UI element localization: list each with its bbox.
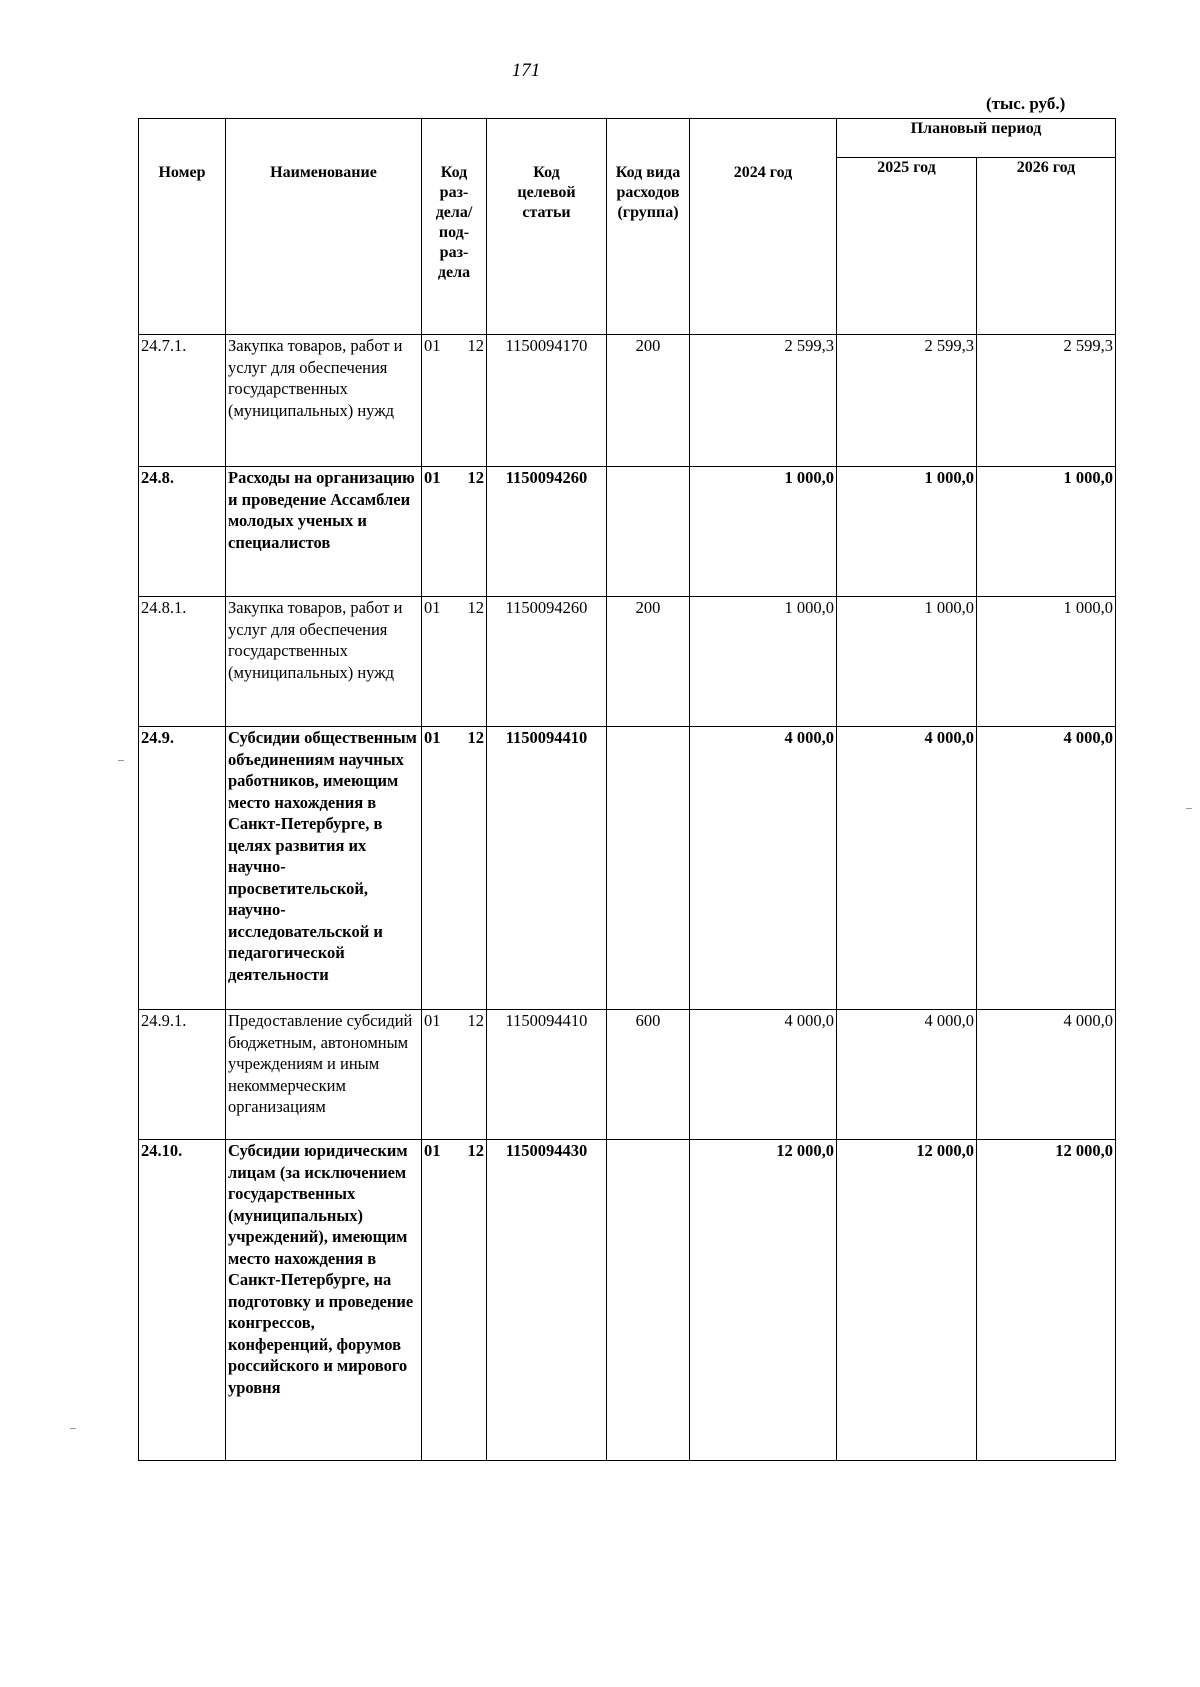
row-amount-2026: 1 000,0 bbox=[977, 467, 1116, 597]
row-section: 01 bbox=[424, 1141, 441, 1160]
scan-mark-left-lower bbox=[70, 1428, 76, 1429]
row-target-code: 1150094170 bbox=[487, 335, 607, 467]
row-section: 01 bbox=[424, 336, 441, 355]
scan-mark-right bbox=[1186, 808, 1192, 809]
row-section-code bbox=[422, 1140, 487, 1461]
table-row bbox=[139, 597, 1116, 727]
header-year-2026: 2026 год bbox=[977, 158, 1116, 335]
table-row bbox=[139, 467, 1116, 597]
row-section-code bbox=[422, 467, 487, 597]
row-name: Предоставление субсидий бюджетным, автономным учреждениям и иным некоммерческим организациям bbox=[226, 1010, 422, 1140]
row-target-code: 1150094260 bbox=[487, 597, 607, 727]
row-section: 01 bbox=[424, 468, 441, 487]
row-expense-type bbox=[607, 467, 690, 597]
row-number: 24.10. bbox=[139, 1140, 226, 1461]
row-subsection: 12 bbox=[467, 468, 484, 487]
row-name: Субсидии общественным объединениям научных работников, имеющим место нахождения в Санкт-Петербурге, в целях развития их научно-просветительской, научно-исследовательской и педагогической деятельности bbox=[226, 727, 422, 1010]
page-number: 171 bbox=[511, 60, 541, 81]
row-amount-2024: 12 000,0 bbox=[690, 1140, 837, 1461]
row-amount-2025: 2 599,3 bbox=[837, 335, 977, 467]
table-row bbox=[139, 335, 1116, 467]
row-expense-type: 200 bbox=[607, 597, 690, 727]
header-row bbox=[139, 119, 1116, 158]
row-number: 24.8. bbox=[139, 467, 226, 597]
row-number: 24.8.1. bbox=[139, 597, 226, 727]
row-amount-2025: 4 000,0 bbox=[837, 1010, 977, 1140]
row-section-code bbox=[422, 597, 487, 727]
row-amount-2025: 12 000,0 bbox=[837, 1140, 977, 1461]
header-target-code-text: Код целевой статьи bbox=[517, 164, 576, 221]
header-target-code bbox=[487, 119, 607, 335]
header-planned-period: Плановый период bbox=[837, 119, 1116, 158]
row-subsection: 12 bbox=[467, 598, 484, 617]
row-target-code: 1150094260 bbox=[487, 467, 607, 597]
row-target-code: 1150094410 bbox=[487, 1010, 607, 1140]
header-section-code-text: Код раз- дела/ под- раз- дела bbox=[435, 164, 473, 281]
row-section: 01 bbox=[424, 1011, 441, 1030]
row-amount-2026: 4 000,0 bbox=[977, 727, 1116, 1010]
header-number: Номер bbox=[139, 119, 226, 335]
row-amount-2025: 1 000,0 bbox=[837, 467, 977, 597]
row-amount-2026: 4 000,0 bbox=[977, 1010, 1116, 1140]
row-number: 24.7.1. bbox=[139, 335, 226, 467]
table-row bbox=[139, 727, 1116, 1010]
row-name: Закупка товаров, работ и услуг для обеспечения государственных (муниципальных) нужд bbox=[226, 597, 422, 727]
row-amount-2024: 4 000,0 bbox=[690, 727, 837, 1010]
row-expense-type bbox=[607, 727, 690, 1010]
row-subsection: 12 bbox=[467, 336, 484, 355]
header-year-2024: 2024 год bbox=[690, 119, 837, 335]
row-target-code: 1150094410 bbox=[487, 727, 607, 1010]
budget-table bbox=[138, 118, 1116, 1461]
header-year-2025: 2025 год bbox=[837, 158, 977, 335]
row-amount-2024: 2 599,3 bbox=[690, 335, 837, 467]
scan-mark-left bbox=[118, 760, 124, 761]
header-section-code bbox=[422, 119, 487, 335]
row-amount-2026: 12 000,0 bbox=[977, 1140, 1116, 1461]
row-name: Расходы на организацию и проведение Ассамблеи молодых ученых и специалистов bbox=[226, 467, 422, 597]
row-section: 01 bbox=[424, 728, 441, 747]
units-label: (тыс. руб.) bbox=[986, 94, 1066, 113]
row-subsection: 12 bbox=[467, 728, 484, 747]
header-expense-type-text: Код вида расходов (группа) bbox=[615, 164, 681, 221]
row-subsection: 12 bbox=[467, 1011, 484, 1030]
row-section-code bbox=[422, 1010, 487, 1140]
header-expense-type bbox=[607, 119, 690, 335]
row-section: 01 bbox=[424, 598, 441, 617]
row-expense-type bbox=[607, 1140, 690, 1461]
row-subsection: 12 bbox=[467, 1141, 484, 1160]
row-amount-2025: 1 000,0 bbox=[837, 597, 977, 727]
header-name: Наименование bbox=[226, 119, 422, 335]
row-amount-2026: 2 599,3 bbox=[977, 335, 1116, 467]
row-name: Субсидии юридическим лицам (за исключением государственных (муниципальных) учреждений), имеющим место нахождения в Санкт-Петербурге, на подготовку и проведение конгрессов, конференций, форумов российского и мирового уровня bbox=[226, 1140, 422, 1461]
table-row bbox=[139, 1140, 1116, 1461]
row-amount-2024: 1 000,0 bbox=[690, 597, 837, 727]
row-number: 24.9. bbox=[139, 727, 226, 1010]
row-section-code bbox=[422, 727, 487, 1010]
row-expense-type: 600 bbox=[607, 1010, 690, 1140]
row-name: Закупка товаров, работ и услуг для обеспечения государственных (муниципальных) нужд bbox=[226, 335, 422, 467]
row-number: 24.9.1. bbox=[139, 1010, 226, 1140]
row-amount-2024: 4 000,0 bbox=[690, 1010, 837, 1140]
row-target-code: 1150094430 bbox=[487, 1140, 607, 1461]
table-row bbox=[139, 1010, 1116, 1140]
row-amount-2026: 1 000,0 bbox=[977, 597, 1116, 727]
row-amount-2024: 1 000,0 bbox=[690, 467, 837, 597]
row-section-code bbox=[422, 335, 487, 467]
row-amount-2025: 4 000,0 bbox=[837, 727, 977, 1010]
row-expense-type: 200 bbox=[607, 335, 690, 467]
